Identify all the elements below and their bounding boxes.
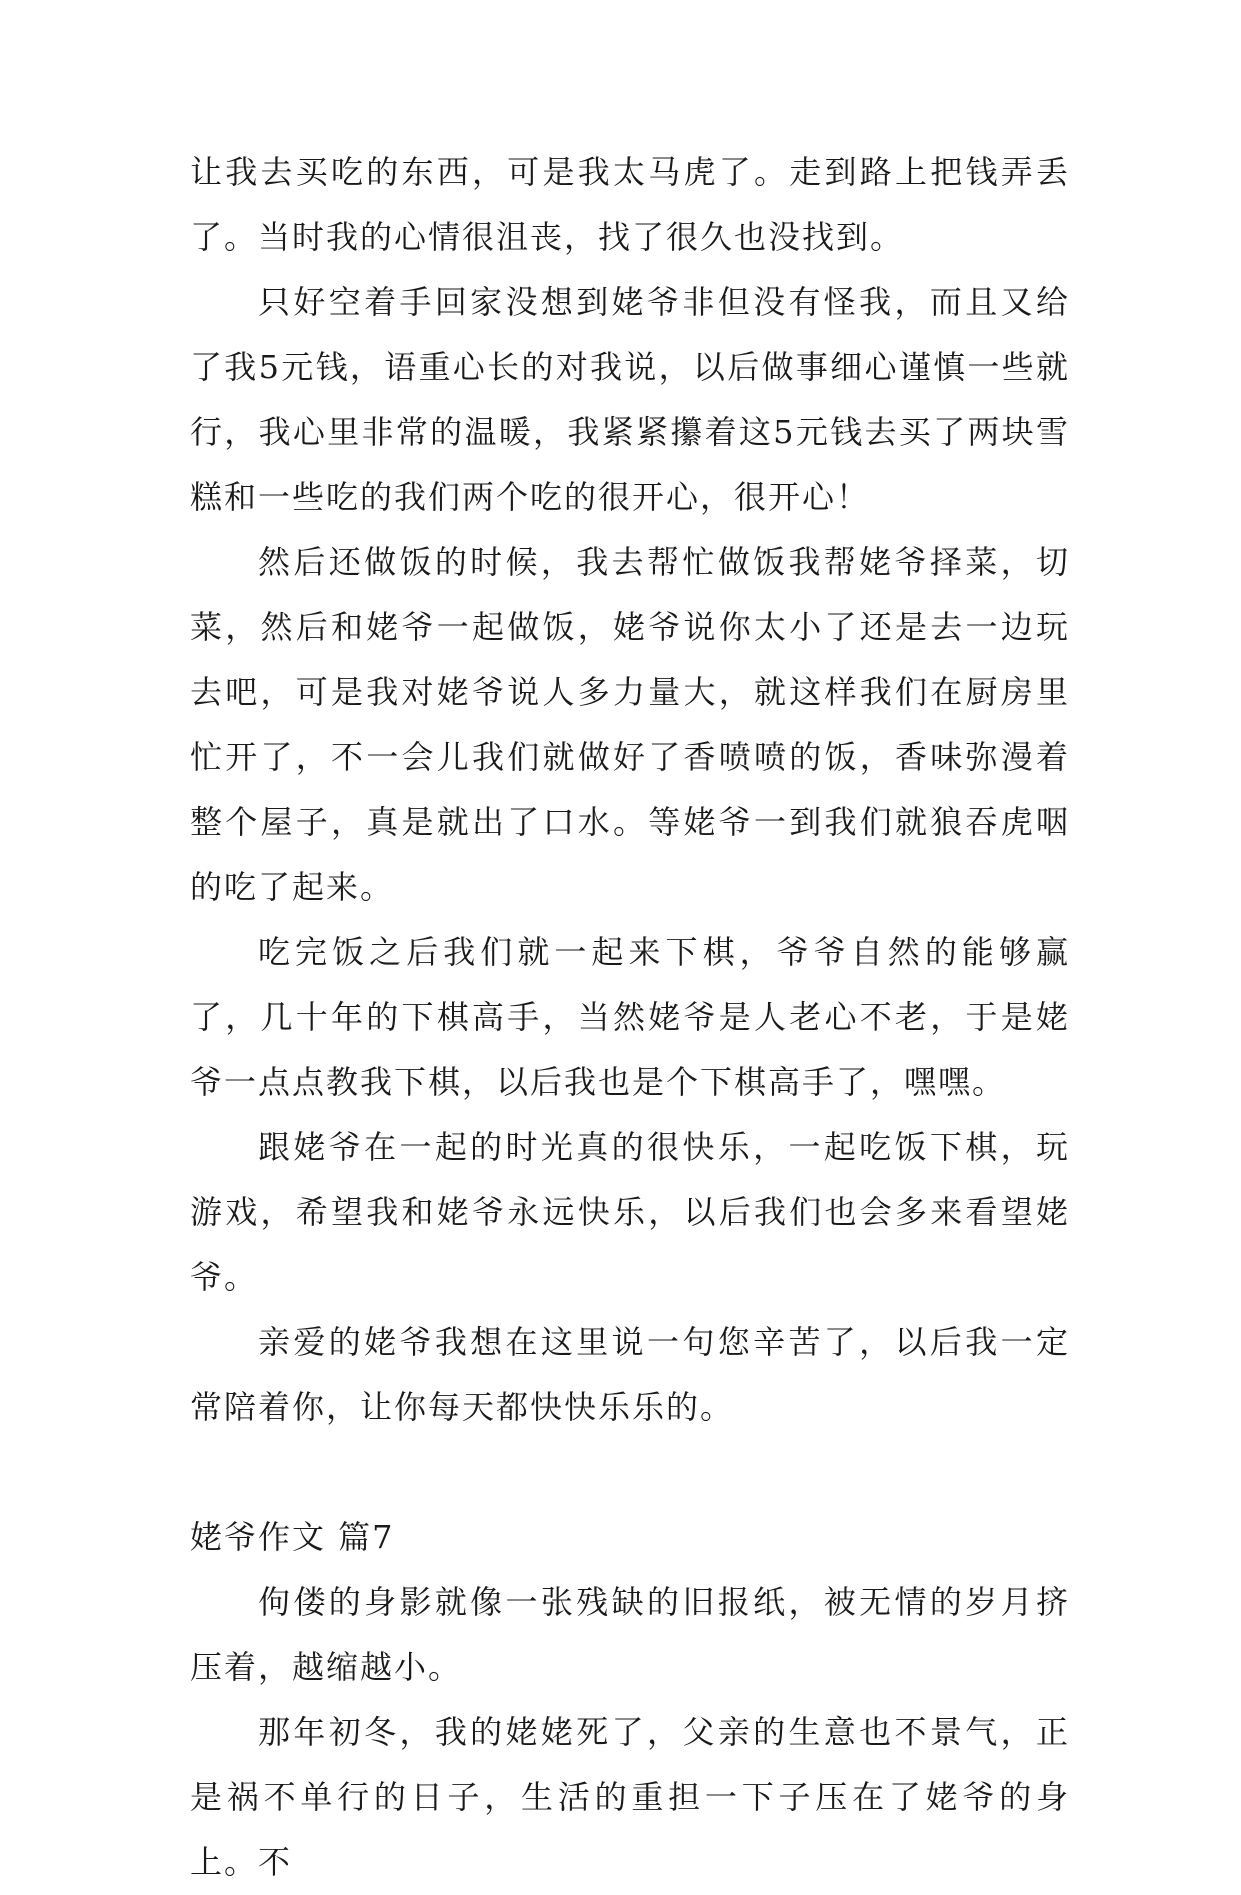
paragraph-4: 吃完饭之后我们就一起来下棋，爷爷自然的能够赢了，几十年的下棋高手，当然姥爷是人老心不老，于是姥爷一点点教我下棋，以后我也是个下棋高手了，嘿嘿。 (190, 933, 1070, 1101)
paragraph-3: 然后还做饭的时候，我去帮忙做饭我帮姥爷择菜，切菜，然后和姥爷一起做饭，姥爷说你太小了还是去一边玩去吧，可是我对姥爷说人多力量大，就这样我们在厨房里忙开了，不一会儿我们就做好了香喷喷的饭，香味弥漫着整个屋子，真是就出了口水。等姥爷一到我们就狼吞虎咽的吃了起来。 (190, 543, 1070, 906)
document-body (190, 140, 1070, 1895)
paragraph-5: 跟姥爷在一起的时光真的很快乐，一起吃饭下棋，玩游戏，希望我和姥爷永远快乐，以后我们也会多来看望姥爷。 (190, 1128, 1070, 1296)
section-heading: 姥爷作文 篇7 (190, 1518, 395, 1556)
paragraph-1: 让我去买吃的东西，可是我太马虎了。走到路上把钱弄丢了。当时我的心情很沮丧，找了很久也没找到。 (190, 153, 1070, 256)
paragraph-6: 亲爱的姥爷我想在这里说一句您辛苦了，以后我一定常陪着你，让你每天都快快乐乐的。 (190, 1323, 1070, 1426)
paragraph-2: 只好空着手回家没想到姥爷非但没有怪我，而且又给了我5元钱，语重心长的对我说，以后做事细心谨慎一些就行，我心里非常的温暖，我紧紧攥着这5元钱去买了两块雪糕和一些吃的我们两个吃的很开心，很开心！ (190, 283, 1070, 516)
paragraph-8: 那年初冬，我的姥姥死了，父亲的生意也不景气，正是祸不单行的日子，生活的重担一下子压在了姥爷的身上。不 (190, 1713, 1070, 1881)
paragraph-7: 佝偻的身影就像一张残缺的旧报纸，被无情的岁月挤压着，越缩越小。 (190, 1583, 1070, 1686)
